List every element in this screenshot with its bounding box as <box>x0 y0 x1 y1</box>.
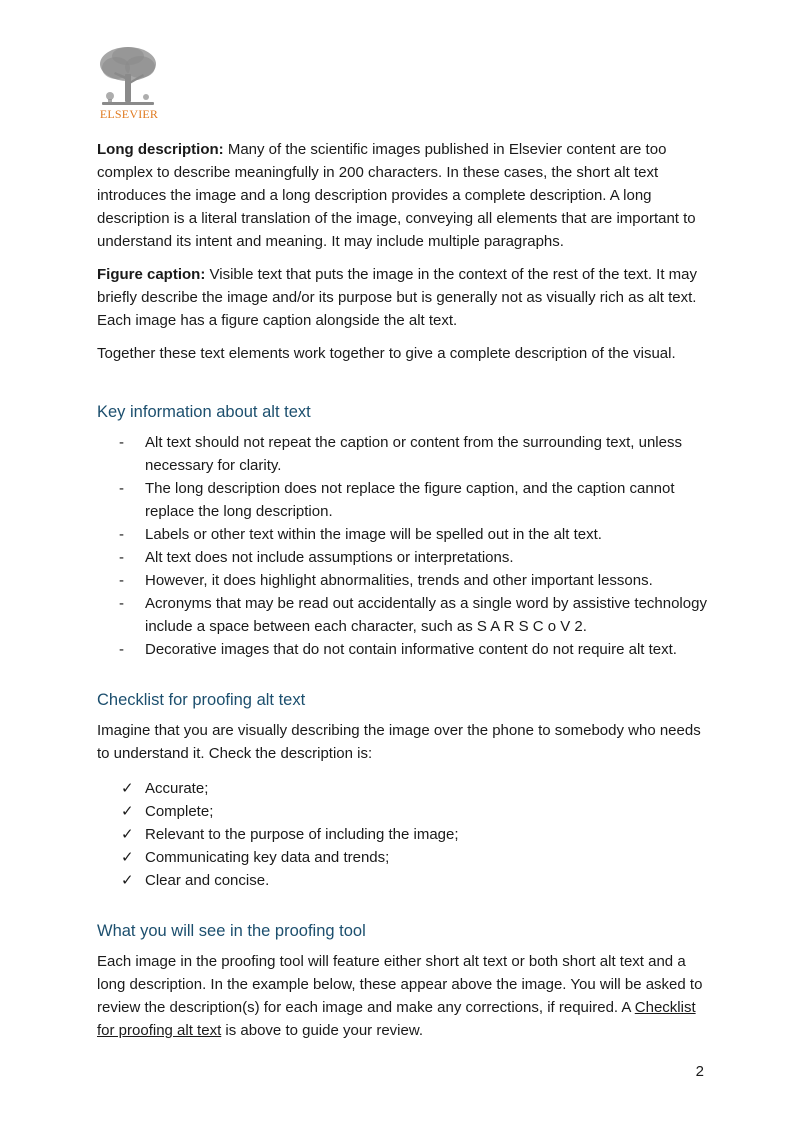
checkmark-icon: ✓ <box>121 872 134 889</box>
checklist-item-text: Relevant to the purpose of including the image; <box>145 826 459 843</box>
proofing-tool-heading: What you will see in the proofing tool <box>97 922 366 940</box>
list-item-text: Labels or other text within the image will be spelled out in the alt text. <box>145 526 602 543</box>
dash-bullet: - <box>119 434 124 451</box>
checkmark-icon: ✓ <box>121 780 134 797</box>
checklist-item-text: Clear and concise. <box>145 872 270 889</box>
figure-caption-term: Figure caption: <box>97 266 206 283</box>
long-description-term: Long description: <box>97 141 224 158</box>
proofing-tool-paragraph <box>97 950 709 1042</box>
dash-bullet: - <box>119 480 124 497</box>
key-information-list <box>97 431 709 661</box>
figure-caption-text: Visible text that puts the image in the context of the rest of the text. It may briefly describe the image and/or its purpose but is generally not as visually rich as alt text. Each image has a figure caption alongside the alt text. <box>97 266 697 329</box>
list-item-text: Acronyms that may be read out accidentally as a single word by assistive technology include a space between each character, such as S A R S C o V 2. <box>145 595 707 635</box>
checklist-item-text: Communicating key data and trends; <box>145 849 390 866</box>
checklist-item <box>97 777 709 800</box>
page-number: 2 <box>695 1063 704 1080</box>
long-description-paragraph <box>97 138 709 253</box>
list-item-text: However, it does highlight abnormalities, trends and other important lessons. <box>145 572 653 589</box>
list-item-text: The long description does not replace the figure caption, and the caption cannot replace the long description. <box>145 480 675 520</box>
dash-bullet: - <box>119 572 124 589</box>
checkmark-icon: ✓ <box>121 826 134 843</box>
checklist-list <box>97 777 709 892</box>
dash-bullet: - <box>119 549 124 566</box>
checklist-item-text: Accurate; <box>145 780 209 797</box>
list-item <box>97 638 709 661</box>
list-item <box>97 431 709 477</box>
list-item <box>97 477 709 523</box>
checklist-heading: Checklist for proofing alt text <box>97 691 306 709</box>
dash-bullet: - <box>119 526 124 543</box>
checklist-item <box>97 800 709 823</box>
checklist-item-text: Complete; <box>145 803 214 820</box>
dash-bullet: - <box>119 595 124 612</box>
dash-bullet: - <box>119 641 124 658</box>
checkmark-icon: ✓ <box>121 849 134 866</box>
list-item-text: Decorative images that do not contain informative content do not require alt text. <box>145 641 677 658</box>
key-information-heading: Key information about alt text <box>97 403 311 421</box>
proofing-tool-text: Each image in the proofing tool will feature either short alt text or both short alt text and a long description. In the example below, these appear above the image. You will be asked to review the description(s) for each image and make any corrections, if required. A <box>97 953 703 1016</box>
figure-caption-paragraph <box>97 263 709 332</box>
together-paragraph: Together these text elements work together to give a complete description of the visual. <box>97 345 676 362</box>
checklist-intro: Imagine that you are visually describing the image over the phone to somebody who needs to understand it. Check the description is: <box>97 722 701 762</box>
elsevier-wordmark: ELSEVIER <box>99 107 159 121</box>
checklist-item <box>97 869 709 892</box>
list-item <box>97 523 709 546</box>
list-item <box>97 592 709 638</box>
long-description-text: Many of the scientific images published in Elsevier content are too complex to describe meaningfully in 200 characters. In these cases, the short alt text introduces the image and a long description provides a complete description. A long description is a literal translation of the image, conveying all elements that are important to understand its intent and meaning. It may include multiple paragraphs. <box>97 141 696 250</box>
checklist-item <box>97 846 709 869</box>
proofing-tool-text-end: is above to guide your review. <box>221 1022 424 1039</box>
list-item <box>97 569 709 592</box>
document-body <box>97 138 709 1042</box>
checkmark-icon: ✓ <box>121 803 134 820</box>
checklist-link[interactable]: Checklist for proofing alt text <box>97 999 696 1039</box>
list-item-text: Alt text should not repeat the caption or content from the surrounding text, unless necessary for clarity. <box>145 434 682 474</box>
checklist-item <box>97 823 709 846</box>
list-item <box>97 546 709 569</box>
list-item-text: Alt text does not include assumptions or interpretations. <box>145 549 514 566</box>
